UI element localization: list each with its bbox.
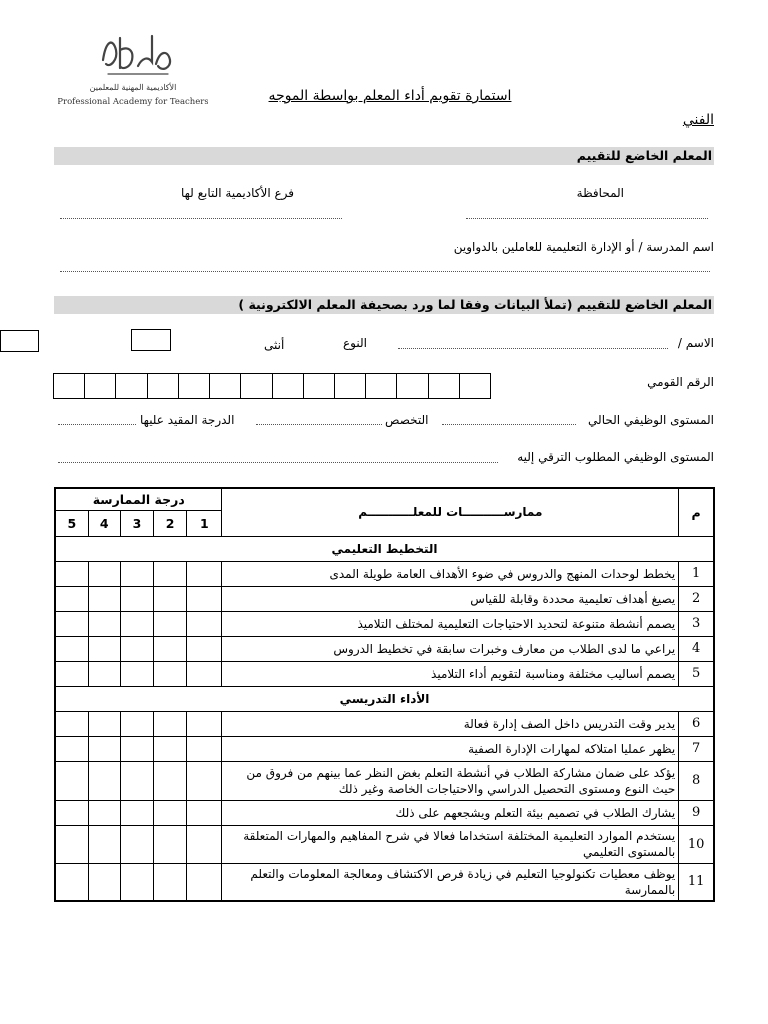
score-cell[interactable] [120,586,153,611]
row-number: 3 [679,611,714,636]
table-row [55,736,714,761]
row-number: 2 [679,586,714,611]
score-cell[interactable] [187,636,222,661]
form-title-continuation: الفني [682,112,714,128]
governorate-field[interactable] [466,218,708,219]
score-cell[interactable] [88,761,120,800]
score-cell[interactable] [154,636,187,661]
score-cell[interactable] [55,586,88,611]
section-heading-teacher-data: المعلم الخاضع للتقييم (تملأ البيانات وفقا لما ورد بصحيفة المعلم الالكترونية ) [54,296,714,314]
score-header-1: 1 [187,510,222,536]
row-number: 4 [679,636,714,661]
governorate-label: المحافظة [576,186,624,200]
score-cell[interactable] [88,586,120,611]
score-cell[interactable] [187,863,222,901]
score-cell[interactable] [187,800,222,825]
required-level-label: المستوى الوظيفي المطلوب الترقي إليه [517,450,714,464]
score-cell[interactable] [88,736,120,761]
score-cell[interactable] [88,561,120,586]
national-id-label: الرقم القومي [647,375,714,389]
practice-text: يستخدم الموارد التعليمية المختلفة استخداما فعالا في شرح المفاهيم والمهارات المتعلقة بالمستوى التعليمي [222,825,679,863]
score-cell[interactable] [55,711,88,736]
score-cell[interactable] [187,711,222,736]
current-level-field[interactable] [442,424,576,425]
row-number: 5 [679,661,714,686]
score-cell[interactable] [55,863,88,901]
table-row [55,800,714,825]
score-cell[interactable] [88,800,120,825]
practice-text: يؤكد على ضمان مشاركة الطلاب في أنشطة التعلم بغض النظر عما بينهم من فروق من حيث النوع ومستوى التحصيل الدراسي والاحتياجات الخاصة وغير ذلك [222,761,679,800]
score-cell[interactable] [154,611,187,636]
score-cell[interactable] [88,661,120,686]
score-cell[interactable] [55,611,88,636]
score-cell[interactable] [154,736,187,761]
score-cell[interactable] [55,561,88,586]
gender-label: النوع [343,336,367,350]
table-row [55,636,714,661]
score-header-4: 4 [88,510,120,536]
score-cell[interactable] [120,736,153,761]
degree-label: الدرجة المقيد عليها [140,413,235,427]
score-cell[interactable] [88,636,120,661]
practice-text: يظهر عمليا امتلاكه لمهارات الإدارة الصفية [222,736,679,761]
score-cell[interactable] [187,661,222,686]
evaluation-table [54,487,715,902]
national-id-boxes[interactable] [54,373,491,399]
male-checkbox[interactable] [0,330,39,352]
score-cell[interactable] [154,586,187,611]
score-cell[interactable] [120,711,153,736]
row-number: 7 [679,736,714,761]
table-row [55,661,714,686]
score-cell[interactable] [55,636,88,661]
practice-text: يصمم أنشطة متنوعة لتحديد الاحتياجات التعليمية لمختلف التلاميذ [222,611,679,636]
form-title: استمارة تقويم أداء المعلم بواسطة الموجه [268,88,512,104]
row-number: 9 [679,800,714,825]
table-row [55,825,714,863]
score-cell[interactable] [154,863,187,901]
section-title: التخطيط التعليمي [55,536,714,561]
academy-logo [58,20,208,120]
table-row [55,711,714,736]
current-level-label: المستوى الوظيفي الحالي [588,413,714,427]
score-cell[interactable] [187,611,222,636]
score-cell[interactable] [55,761,88,800]
score-cell[interactable] [120,863,153,901]
score-cell[interactable] [154,825,187,863]
specialization-field[interactable] [256,424,382,425]
table-row [55,863,714,901]
practice-text: يصيغ أهداف تعليمية محددة وقابلة للقياس [222,586,679,611]
academy-logo-icon [58,20,208,120]
score-cell[interactable] [187,736,222,761]
practice-text: يراعي ما لدى الطلاب من معارف وخبرات سابقة في تخطيط الدروس [222,636,679,661]
score-cell[interactable] [187,561,222,586]
table-row [55,611,714,636]
score-cell[interactable] [55,825,88,863]
section-title: الأداء التدريسي [55,686,714,711]
practice-text: يشارك الطلاب في تصميم بيئة التعلم ويشجعهم على ذلك [222,800,679,825]
practice-text: يصمم أساليب مختلفة ومناسبة لتقويم أداء التلاميذ [222,661,679,686]
score-cell[interactable] [187,825,222,863]
branch-field[interactable] [60,218,342,219]
row-number: 1 [679,561,714,586]
number-header: م [679,488,714,536]
section-heading-teacher: المعلم الخاضع للتقييم [54,147,714,165]
row-number: 6 [679,711,714,736]
table-row [55,561,714,586]
score-cell[interactable] [154,661,187,686]
score-cell[interactable] [88,711,120,736]
score-cell[interactable] [154,711,187,736]
score-cell[interactable] [120,661,153,686]
practice-text: يخطط لوحدات المنهج والدروس في ضوء الأهداف العامة طويلة المدى [222,561,679,586]
row-number: 11 [679,863,714,901]
score-cell[interactable] [120,825,153,863]
table-row [55,761,714,800]
branch-label: فرع الأكاديمية التابع لها [180,186,294,200]
score-header-3: 3 [120,510,153,536]
score-cell[interactable] [154,561,187,586]
score-cell[interactable] [88,863,120,901]
logo-arabic-text: الأكاديمية المهنية للمعلمين [89,83,177,92]
score-cell[interactable] [154,800,187,825]
name-label: الاسم / [677,336,714,350]
score-cell[interactable] [187,586,222,611]
name-field[interactable] [398,348,668,349]
row-number: 10 [679,825,714,863]
score-cell[interactable] [187,761,222,800]
specialization-label: التخصص [385,413,429,427]
section-row [55,536,714,561]
score-cell[interactable] [154,761,187,800]
required-level-field[interactable] [58,462,498,463]
score-cell[interactable] [55,800,88,825]
score-cell[interactable] [120,561,153,586]
practice-degree-header: درجة الممارسة [55,488,222,510]
practices-header: ممارســــــــــات للمعلـــــــــــم [222,488,679,536]
row-number: 8 [679,761,714,800]
table-row [55,586,714,611]
section-row [55,686,714,711]
score-header-5: 5 [55,510,88,536]
score-cell[interactable] [88,611,120,636]
logo-english-text: Professional Academy for Teachers [58,97,208,107]
degree-field[interactable] [58,424,136,425]
score-header-2: 2 [154,510,187,536]
score-cell[interactable] [88,825,120,863]
score-cell[interactable] [55,736,88,761]
practice-text: يوظف معطيات تكنولوجيا التعليم في زيادة فرص الاكتشاف ومعالجة المعلومات والتعلم بالممارسة [222,863,679,901]
school-field[interactable] [60,271,710,272]
score-cell[interactable] [55,661,88,686]
practice-text: يدير وقت التدريس داخل الصف إدارة فعالة [222,711,679,736]
score-cell[interactable] [120,800,153,825]
school-label: اسم المدرسة / أو الإدارة التعليمية للعاملين بالدواوين [453,240,714,254]
score-cell[interactable] [120,761,153,800]
score-cell[interactable] [120,611,153,636]
female-checkbox[interactable] [131,329,171,351]
female-label: أنثى [264,338,285,352]
score-cell[interactable] [120,636,153,661]
